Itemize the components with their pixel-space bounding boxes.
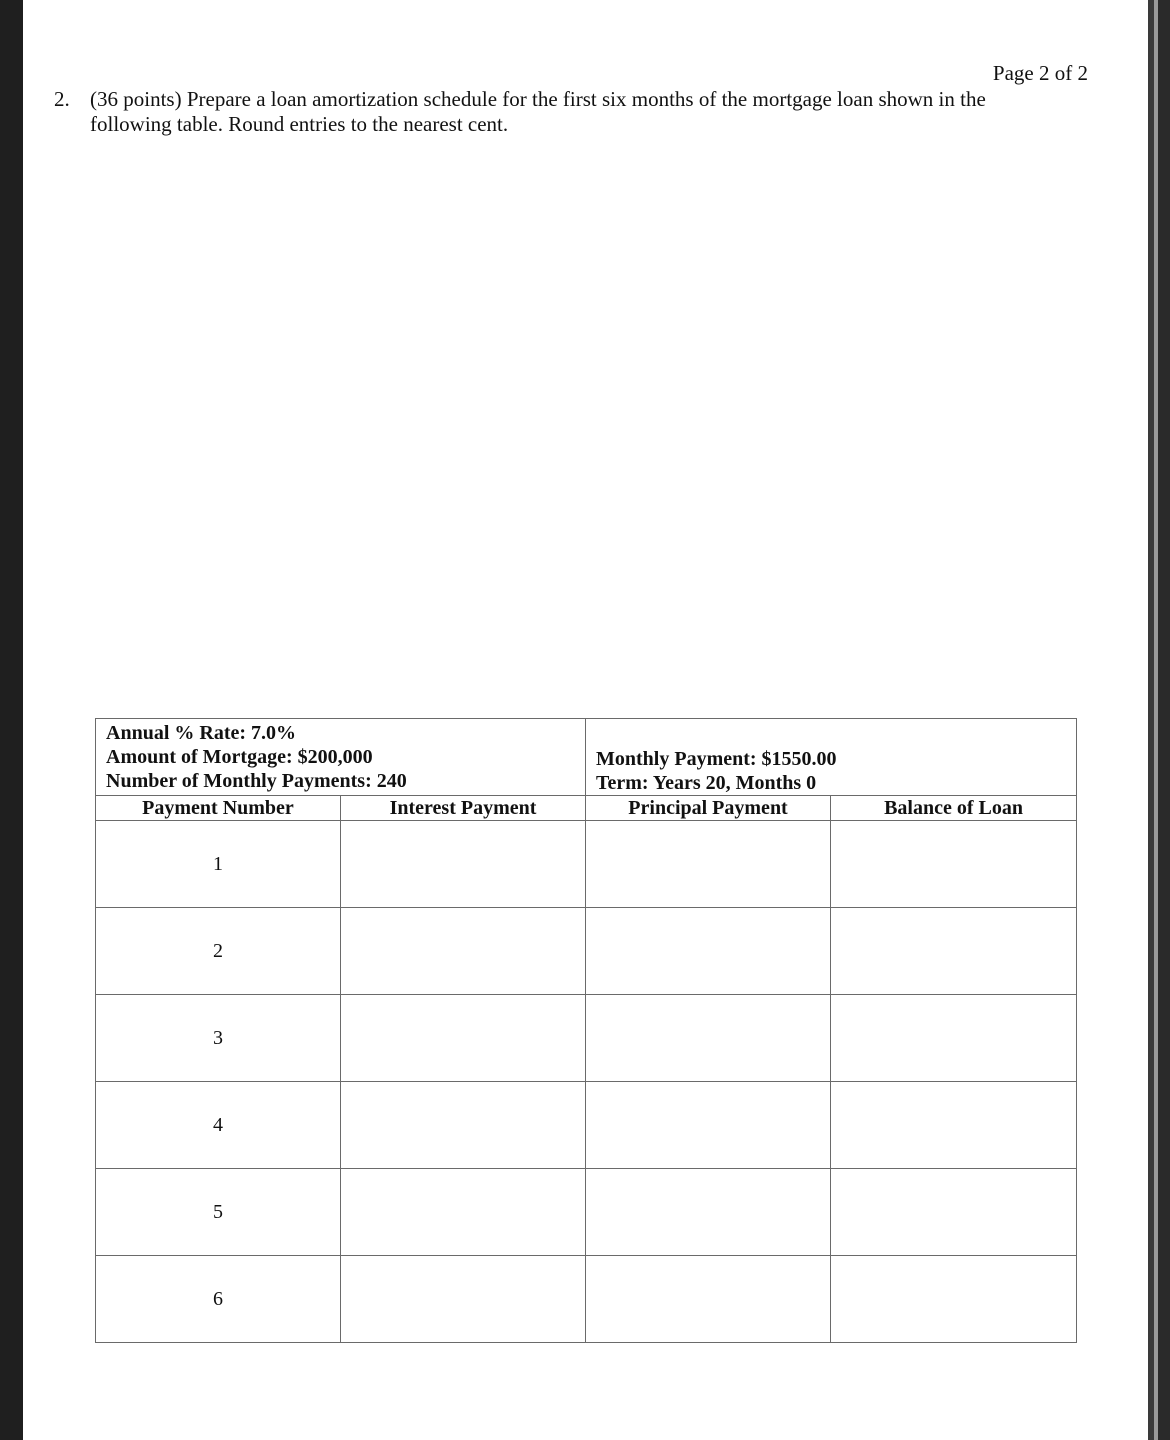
- balance-of-loan-cell[interactable]: [831, 821, 1077, 908]
- principal-payment-cell[interactable]: [586, 821, 831, 908]
- column-header-row: [96, 796, 1077, 821]
- payment-number-cell: 6: [96, 1256, 341, 1343]
- loan-info-row: [96, 719, 1077, 796]
- left-window-edge: [0, 0, 23, 1440]
- balance-of-loan-cell[interactable]: [831, 1169, 1077, 1256]
- table-row: [96, 1082, 1077, 1169]
- col-header-payment-number: Payment Number: [96, 796, 341, 821]
- table-row: [96, 821, 1077, 908]
- table-row: [96, 995, 1077, 1082]
- payment-number-cell: 4: [96, 1082, 341, 1169]
- principal-payment-cell[interactable]: [586, 1082, 831, 1169]
- table-row: [96, 1169, 1077, 1256]
- number-of-payments: Number of Monthly Payments: 240: [106, 770, 407, 792]
- loan-term: Term: Years 20, Months 0: [596, 772, 817, 794]
- principal-payment-cell[interactable]: [586, 1256, 831, 1343]
- amortization-table: [95, 718, 1077, 1343]
- principal-payment-cell[interactable]: [586, 908, 831, 995]
- balance-of-loan-cell[interactable]: [831, 908, 1077, 995]
- loan-info-left: [96, 719, 586, 796]
- page-number: Page 2 of 2: [992, 61, 1088, 85]
- balance-of-loan-cell[interactable]: [831, 1082, 1077, 1169]
- table-row: [96, 908, 1077, 995]
- document-page: [23, 0, 1148, 1440]
- monthly-payment: Monthly Payment: $1550.00: [596, 748, 837, 770]
- payment-number-cell: 5: [96, 1169, 341, 1256]
- interest-payment-cell[interactable]: [341, 1169, 586, 1256]
- principal-payment-cell[interactable]: [586, 995, 831, 1082]
- right-scrollbar-edge: [1148, 0, 1170, 1440]
- interest-payment-cell[interactable]: [341, 1082, 586, 1169]
- interest-payment-cell[interactable]: [341, 821, 586, 908]
- loan-info-right: [586, 719, 1077, 796]
- col-header-interest-payment: Interest Payment: [341, 796, 586, 821]
- question-number: 2.: [54, 87, 70, 111]
- payment-number-cell: 2: [96, 908, 341, 995]
- interest-payment-cell[interactable]: [341, 995, 586, 1082]
- col-header-balance-of-loan: Balance of Loan: [831, 796, 1077, 821]
- payment-number-cell: 1: [96, 821, 341, 908]
- table-row: [96, 1256, 1077, 1343]
- interest-payment-cell[interactable]: [341, 908, 586, 995]
- payment-number-cell: 3: [96, 995, 341, 1082]
- mortgage-amount: Amount of Mortgage: $200,000: [106, 746, 373, 768]
- annual-rate: Annual % Rate: 7.0%: [106, 722, 297, 744]
- question-text: (36 points) Prepare a loan amortization schedule for the first six months of the mortgage loan shown in the following table. Round entries to the nearest cent.: [90, 87, 986, 136]
- balance-of-loan-cell[interactable]: [831, 1256, 1077, 1343]
- principal-payment-cell[interactable]: [586, 1169, 831, 1256]
- col-header-principal-payment: Principal Payment: [586, 796, 831, 821]
- balance-of-loan-cell[interactable]: [831, 995, 1077, 1082]
- interest-payment-cell[interactable]: [341, 1256, 586, 1343]
